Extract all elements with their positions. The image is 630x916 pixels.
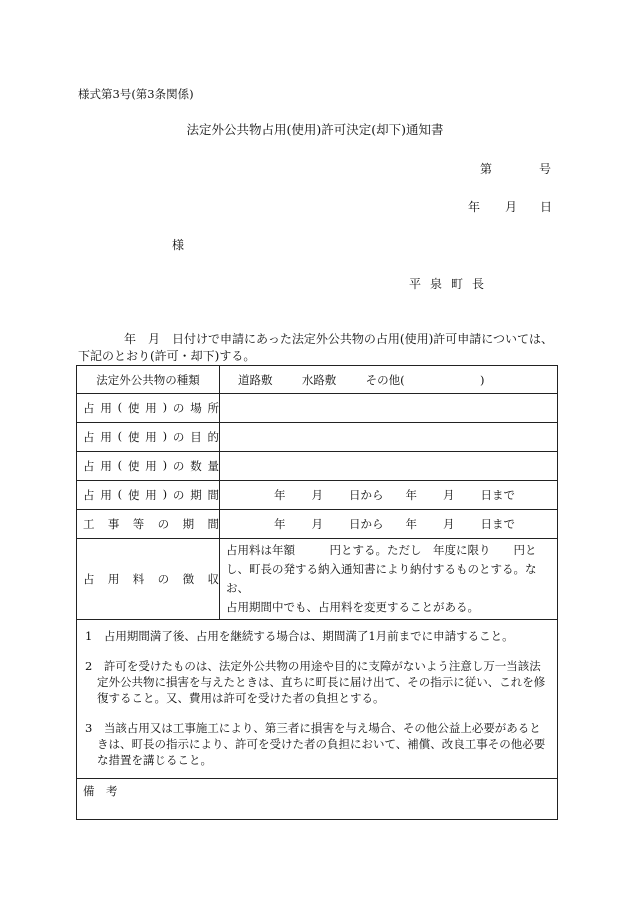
- label-quantity: [77, 452, 220, 481]
- remarks-cell: [77, 779, 558, 820]
- row-quantity: [77, 452, 558, 481]
- row-work-period: [77, 510, 558, 539]
- number-prefix: 第: [480, 162, 493, 176]
- period-start-day: 日から: [349, 488, 384, 502]
- date-day: 日: [540, 200, 553, 214]
- note-2: 2 許可を受けたものは、法定外公共物の用途や目的に支障がないよう注意し万一当該法定外公共物に損害を与えたときは、直ちに町長に届け出て、その指示に従い、これを修復すること。又、費用は許可を受けた者の負担とする。: [85, 659, 546, 705]
- value-work-period: [220, 510, 558, 539]
- form-label: 様式第3号(第3条関係): [78, 87, 194, 101]
- permit-table: [76, 365, 558, 820]
- fee-line-1: 占用料は年額 円とする。ただし 年度に限り 円と: [226, 543, 537, 557]
- label-period-text: 占 用 ( 使 用 ) の 期 間: [83, 487, 219, 502]
- work-end-day: 日まで: [480, 517, 515, 531]
- row-notes: [77, 620, 558, 779]
- work-end-month: 月: [443, 517, 455, 531]
- intro-line-2: 下記のとおり(許可・却下)する。: [78, 349, 256, 363]
- period-start-year: 年: [274, 488, 286, 502]
- value-quantity: [220, 452, 558, 481]
- label-period: [77, 481, 220, 510]
- value-period: [220, 481, 558, 510]
- value-place: [220, 394, 558, 423]
- intro-line-1: 年 月 日付けで申請にあった法定外公共物の占用(使用)許可申請については、: [124, 332, 554, 346]
- date-year: 年: [468, 200, 481, 214]
- fee-line-3: 占用期間中でも、占用料を変更することがある。: [226, 600, 479, 614]
- number-suffix: 号: [539, 162, 552, 176]
- work-start-day: 日から: [349, 517, 384, 531]
- row-fee: [77, 539, 558, 620]
- label-work-period: [77, 510, 220, 539]
- label-kind: 法定外公共物の種類: [77, 366, 220, 394]
- option-other-close: ): [479, 372, 485, 387]
- label-purpose: [77, 423, 220, 452]
- period-end-day: 日まで: [480, 488, 515, 502]
- label-fee: [77, 539, 220, 620]
- fee-line-2: し、町長の発する納入通知書により納付するものとする。なお、: [226, 562, 537, 595]
- notes-cell: [77, 620, 558, 779]
- value-fee: [220, 539, 558, 620]
- period-end-year: 年: [405, 488, 417, 502]
- label-quantity-text: 占 用 ( 使 用 ) の 数 量: [83, 458, 219, 473]
- date-month: 月: [505, 200, 518, 214]
- row-place: [77, 394, 558, 423]
- label-place-text: 占 用 ( 使 用 ) の 場 所: [83, 400, 219, 415]
- issuer: 平泉町長: [409, 277, 494, 291]
- remarks-label: 備 考: [83, 784, 118, 798]
- period-start-month: 月: [311, 488, 323, 502]
- work-end-year: 年: [405, 517, 417, 531]
- work-start-year: 年: [274, 517, 286, 531]
- document-title: 法定外公共物占用(使用)許可決定(却下)通知書: [186, 122, 444, 137]
- row-period: [77, 481, 558, 510]
- value-purpose: [220, 423, 558, 452]
- label-fee-text: 占 用 料 の 徴 収: [83, 572, 219, 586]
- row-kind: [77, 366, 558, 394]
- label-purpose-text: 占 用 ( 使 用 ) の 目 的: [83, 429, 219, 444]
- row-purpose: [77, 423, 558, 452]
- value-kind: [220, 366, 558, 394]
- note-3: 3 当該占用又は工事施工により、第三者に損害を与え場合、その他公益上必要があるときは、町長の指示により、許可を受けた者の負担において、補償、改良工事その他必要な措置を講じること。: [85, 721, 546, 767]
- period-end-month: 月: [443, 488, 455, 502]
- option-other: その他(: [365, 372, 405, 387]
- row-remarks: [77, 779, 558, 820]
- label-work-period-text: 工 事 等 の 期 間: [83, 517, 219, 531]
- option-road: 道路敷: [238, 372, 273, 387]
- label-place: [77, 394, 220, 423]
- option-waterway: 水路敷: [301, 372, 337, 387]
- work-start-month: 月: [311, 517, 323, 531]
- addressee-suffix: 様: [172, 238, 185, 252]
- note-1: 1 占用期間満了後、占用を継続する場合は、期間満了1月前までに申請すること。: [85, 629, 514, 643]
